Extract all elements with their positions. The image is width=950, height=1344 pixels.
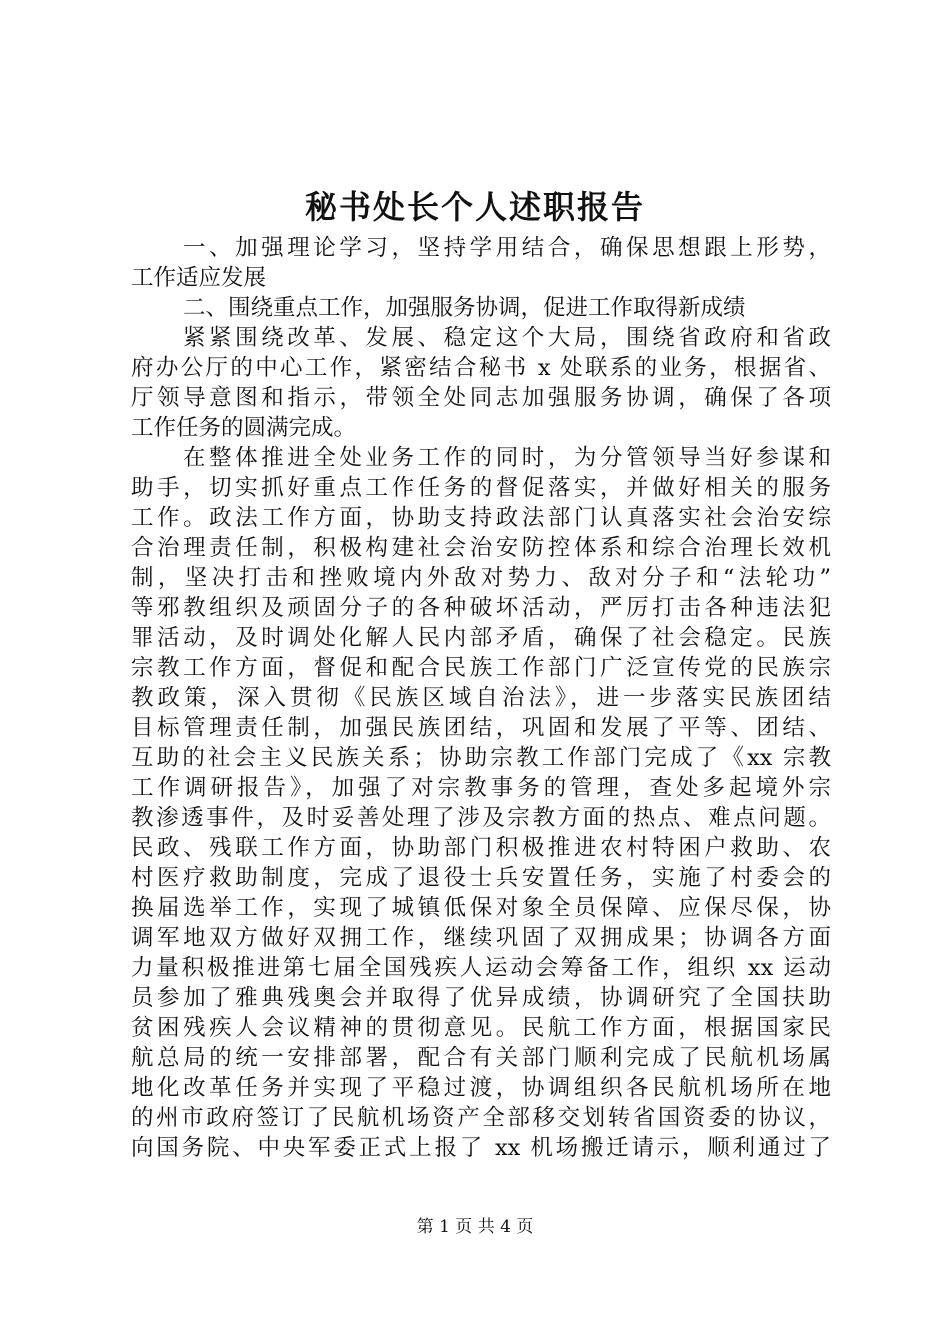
text-line: 调军地双方做好双拥工作，继续巩固了双拥成果；协调各方面 bbox=[131, 925, 831, 951]
text-line: 地化改革任务并实现了平稳过渡，协调组织各民航机场所在地 bbox=[131, 1075, 831, 1101]
text-line: 一、加强理论学习，坚持学用结合，确保思想跟上形势， bbox=[183, 235, 831, 261]
text-line: 罪活动，及时调处化解人民内部矛盾，确保了社会稳定。民族 bbox=[131, 625, 831, 651]
text-line: 教渗透事件，及时妥善处理了涉及宗教方面的热点、难点问题。 bbox=[131, 805, 831, 831]
text-line: 的州市政府签订了民航机场资产全部移交划转省国资委的协议， bbox=[131, 1105, 831, 1131]
text-line: 等邪教组织及顽固分子的各种破坏活动，严厉打击各种违法犯 bbox=[131, 595, 831, 621]
text-line: 宗教工作方面，督促和配合民族工作部门广泛宣传党的民族宗 bbox=[131, 655, 831, 681]
text-line: 员参加了雅典残奥会并取得了优异成绩，协调研究了全国扶助 bbox=[131, 985, 831, 1011]
text-line: 制，坚决打击和挫败境内外敌对势力、敌对分子和“法轮功” bbox=[131, 565, 831, 591]
document-title: 秘书处长个人述职报告 bbox=[304, 188, 645, 226]
text-line: 助手，切实抓好重点工作任务的督促落实，并做好相关的服务 bbox=[131, 475, 831, 501]
text-line: 紧紧围绕改革、发展、稳定这个大局，围绕省政府和省政 bbox=[183, 325, 831, 351]
text-line: 合治理责任制，积极构建社会治安防控体系和综合治理长效机 bbox=[131, 535, 831, 561]
text-line: 工作任务的圆满完成。 bbox=[131, 415, 357, 441]
text-line: 二、围绕重点工作，加强服务协调，促进工作取得新成绩 bbox=[183, 295, 746, 321]
page-footer: 第 1 页 共 4 页 bbox=[416, 1217, 534, 1237]
text-line: 换届选举工作，实现了城镇低保对象全员保障、应保尽保，协 bbox=[131, 895, 831, 921]
text-line: 贫困残疾人会议精神的贯彻意见。民航工作方面，根据国家民 bbox=[131, 1015, 831, 1041]
text-line: 互助的社会主义民族关系；协助宗教工作部门完成了《xx 宗教 bbox=[131, 745, 831, 771]
text-line: 工作调研报告》，加强了对宗教事务的管理，查处多起境外宗 bbox=[131, 775, 831, 801]
text-line: 航总局的统一安排部署，配合有关部门顺利完成了民航机场属 bbox=[131, 1045, 831, 1071]
text-line: 民政、残联工作方面，协助部门积极推进农村特困户救助、农 bbox=[131, 835, 831, 861]
text-line: 在整体推进全处业务工作的同时，为分管领导当好参谋和 bbox=[183, 445, 831, 471]
text-line: 力量积极推进第七届全国残疾人运动会筹备工作，组织 xx 运动 bbox=[131, 955, 831, 981]
text-line: 目标管理责任制，加强民族团结，巩固和发展了平等、团结、 bbox=[131, 715, 831, 741]
text-line: 教政策，深入贯彻《民族区域自治法》，进一步落实民族团结 bbox=[131, 685, 831, 711]
document-body bbox=[131, 233, 831, 1163]
text-line: 厅领导意图和指示，带领全处同志加强服务协调，确保了各项 bbox=[131, 385, 831, 411]
text-line: 工作。政法工作方面，协助支持政法部门认真落实社会治安综 bbox=[131, 505, 831, 531]
text-line: 村医疗救助制度，完成了退役士兵安置任务，实施了村委会的 bbox=[131, 865, 831, 891]
text-line: 工作适应发展 bbox=[131, 265, 267, 291]
text-line: 府办公厅的中心工作，紧密结合秘书 x 处联系的业务，根据省、 bbox=[131, 355, 831, 381]
text-line: 向国务院、中央军委正式上报了 xx 机场搬迁请示，顺利通过了 bbox=[131, 1135, 831, 1161]
